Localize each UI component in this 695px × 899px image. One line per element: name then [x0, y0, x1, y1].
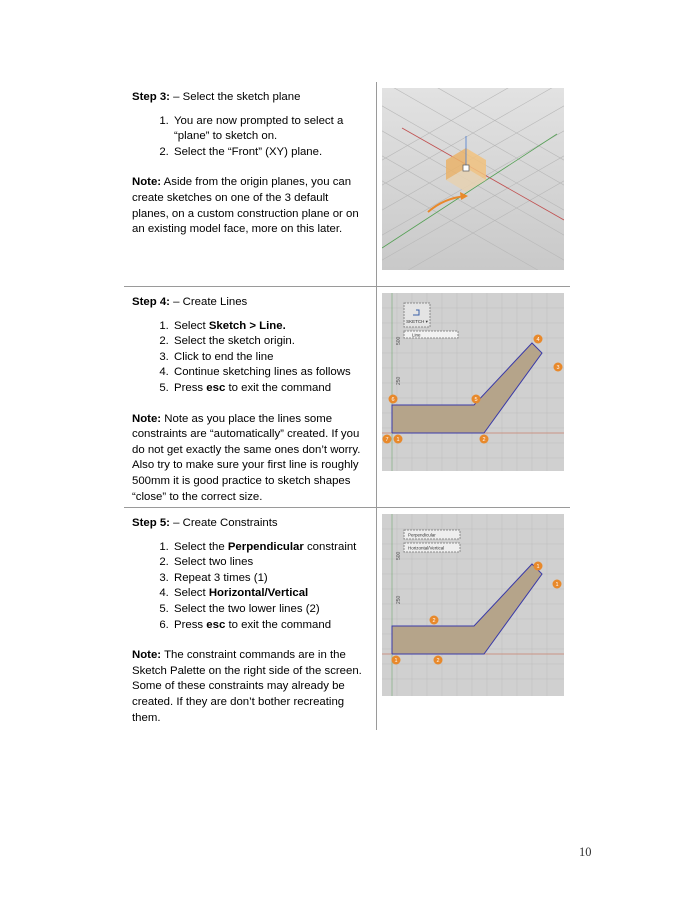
- list-item: 1. Select the Perpendicular constraint: [172, 540, 368, 556]
- svg-text:7: 7: [385, 437, 389, 443]
- svg-text:1: 1: [396, 437, 400, 443]
- svg-text:1: 1: [394, 658, 398, 664]
- step4-viewport-image: [382, 293, 564, 471]
- list-item: 4. Continue sketching lines as follows: [172, 365, 368, 381]
- list-item: 2. Select the “Front” (XY) plane.: [172, 145, 368, 161]
- step5-note: Note: The constraint commands are in the Sketch Palette on the right side of the screen. Some of these constraints may already be created. If they are don’t bother recreating them.: [132, 649, 362, 724]
- step4-text: [132, 295, 368, 505]
- page-number: 10: [579, 845, 592, 859]
- list-item: 1. You are now prompted to select a “plane” to sketch on.: [172, 114, 368, 145]
- svg-text:6: 6: [391, 397, 395, 403]
- svg-text:3: 3: [556, 365, 560, 371]
- svg-text:1: 1: [555, 582, 559, 588]
- list-item: 6. Press esc to exit the command: [172, 618, 368, 634]
- step4-list: [132, 319, 368, 397]
- step5-text: [132, 516, 368, 726]
- svg-text:1: 1: [536, 564, 540, 570]
- svg-text:500: 500: [396, 551, 402, 560]
- step5-title: Step 5: – Create Constraints: [132, 517, 278, 529]
- svg-text:Perpendicular: Perpendicular: [408, 532, 436, 538]
- svg-text:Line: Line: [412, 332, 421, 338]
- list-item: 4. Select Horizontal/Vertical: [172, 586, 368, 602]
- list-item: 3. Repeat 3 times (1): [172, 571, 368, 587]
- step5-viewport-image: [382, 514, 564, 696]
- list-item: 5. Select the two lower lines (2): [172, 602, 368, 618]
- svg-text:4: 4: [536, 337, 540, 343]
- svg-text:250: 250: [396, 595, 402, 604]
- svg-text:5: 5: [474, 397, 478, 403]
- step3-note: Note: Aside from the origin planes, you can create sketches on one of the 3 default planes, on a custom construction plane or on an existing model face, more on this later.: [132, 176, 359, 236]
- svg-text:2: 2: [436, 658, 440, 664]
- svg-text:2: 2: [432, 618, 436, 624]
- svg-text:SKETCH ▾: SKETCH ▾: [406, 319, 428, 324]
- step4-row: [124, 287, 570, 508]
- step4-title: Step 4: – Create Lines: [132, 296, 248, 308]
- list-item: 2. Select two lines: [172, 555, 368, 571]
- step5-list: [132, 540, 368, 634]
- step5-row: [124, 508, 570, 730]
- list-item: 3. Click to end the line: [172, 350, 368, 366]
- step3-row: [124, 82, 570, 287]
- step3-title: Step 3: – Select the sketch plane: [132, 91, 301, 103]
- step3-list: [132, 114, 368, 161]
- step3-text: [132, 90, 368, 238]
- step4-note: Note: Note as you place the lines some constraints are “automatically” created. If you do not get exactly the same ones don’t worry. Also try to make sure your first line is roughly 500mm it is good practice to sketch shapes “close” to the correct size.: [132, 412, 361, 503]
- list-item: 2. Select the sketch origin.: [172, 334, 368, 350]
- list-item: 5. Press esc to exit the command: [172, 381, 368, 397]
- step3-viewport-image: [382, 88, 564, 270]
- svg-text:250: 250: [396, 376, 402, 385]
- svg-text:500: 500: [396, 336, 402, 345]
- list-item: 1. Select Sketch > Line.: [172, 319, 368, 335]
- svg-text:2: 2: [482, 437, 486, 443]
- origin-icon: [463, 165, 469, 171]
- svg-text:Horizontal/Vertical: Horizontal/Vertical: [408, 545, 445, 551]
